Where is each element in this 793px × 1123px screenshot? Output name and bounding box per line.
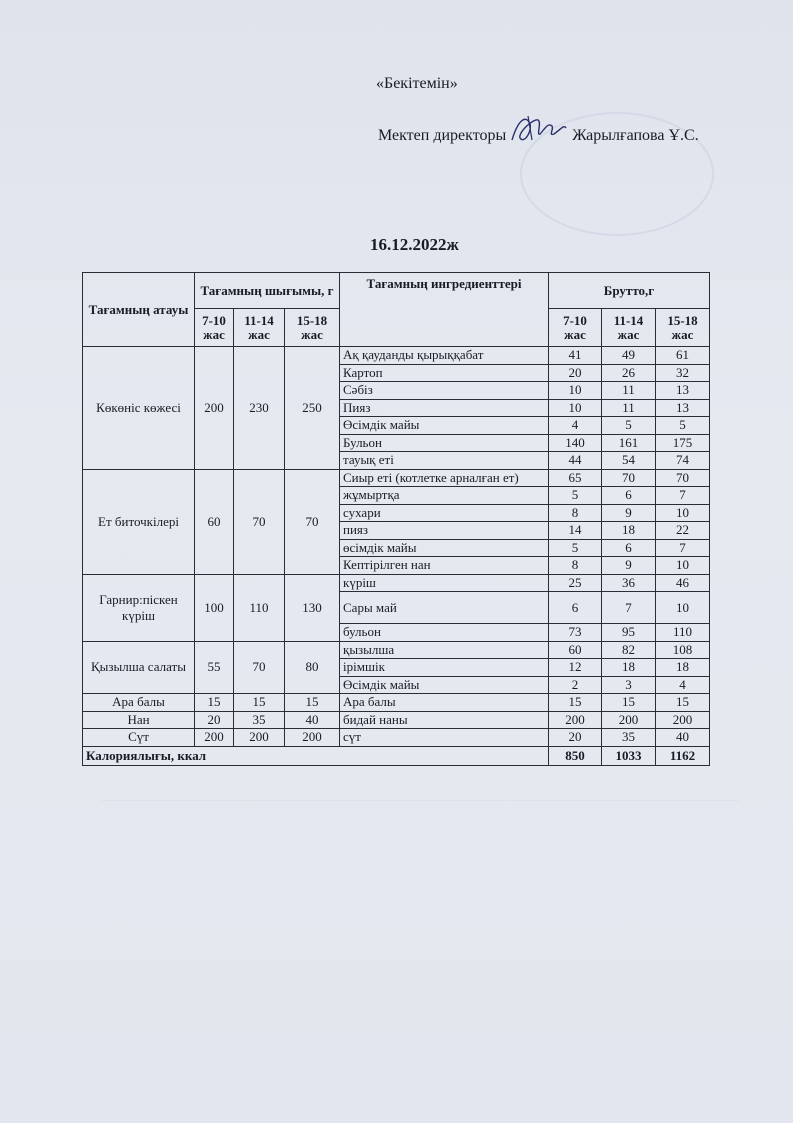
ingredient-gross: 110 [656,624,710,642]
col-yield-header: Тағамның шығымы, г [195,273,340,309]
ingredient-gross: 9 [602,557,656,575]
ingredient-gross: 20 [549,364,602,382]
ingredient-gross: 18 [656,659,710,677]
ingredient-gross: 65 [549,469,602,487]
ingredient-name: Сәбіз [340,382,549,400]
ingredient-gross: 22 [656,522,710,540]
table-row [83,641,710,659]
dish-yield: 100 [195,574,234,641]
ingredient-gross: 9 [602,504,656,522]
yield-age-header: 7-10 жас [195,309,234,347]
dish-yield: 15 [234,694,285,712]
ingredient-gross: 54 [602,452,656,470]
dish-name: Ет биточкілері [83,469,195,574]
bleed-through-shadow [100,800,740,1091]
ingredient-gross: 49 [602,347,656,365]
director-line [378,116,699,156]
ingredient-name: пияз [340,522,549,540]
ingredient-name: бидай наны [340,711,549,729]
ingredient-gross: 41 [549,347,602,365]
table-row [83,347,710,365]
dish-yield: 70 [234,469,285,574]
ingredient-gross: 10 [656,557,710,575]
dish-yield: 200 [195,729,234,747]
director-label: Мектеп директоры [378,127,507,144]
ingredient-gross: 8 [549,504,602,522]
ingredient-gross: 5 [656,417,710,435]
table-row [83,711,710,729]
table-row [83,574,710,592]
ingredient-gross: 7 [656,487,710,505]
ingredient-gross: 13 [656,399,710,417]
total-value: 850 [549,746,602,765]
ingredient-gross: 36 [602,574,656,592]
ingredient-name: Сиыр еті (котлетке арналған ет) [340,469,549,487]
ingredient-gross: 12 [549,659,602,677]
ingredient-name: Картоп [340,364,549,382]
ingredient-gross: 82 [602,641,656,659]
approval-heading: «Бекітемін» [376,75,458,92]
ingredient-name: Өсімдік майы [340,676,549,694]
ingredient-gross: 6 [549,592,602,624]
ingredient-name: сухари [340,504,549,522]
ingredient-gross: 20 [549,729,602,747]
dish-yield: 60 [195,469,234,574]
table-row [83,469,710,487]
ingredient-name: күріш [340,574,549,592]
ingredient-gross: 15 [602,694,656,712]
ingredient-name: Өсімдік майы [340,417,549,435]
ingredient-gross: 7 [656,539,710,557]
ingredient-gross: 5 [549,539,602,557]
ingredient-gross: 10 [656,592,710,624]
ingredient-gross: 13 [656,382,710,400]
dish-yield: 130 [285,574,340,641]
total-row [83,746,710,765]
ingredient-gross: 95 [602,624,656,642]
ingredient-gross: 200 [656,711,710,729]
ingredient-name: жұмыртқа [340,487,549,505]
ingredient-gross: 11 [602,382,656,400]
ingredient-name: ірімшік [340,659,549,677]
menu-table [82,272,710,766]
ingredient-gross: 26 [602,364,656,382]
ingredient-gross: 140 [549,434,602,452]
gross-age-header: 7-10 жас [549,309,602,347]
header-row [83,273,710,309]
ingredient-gross: 35 [602,729,656,747]
dish-yield: 55 [195,641,234,694]
ingredient-gross: 6 [602,487,656,505]
menu-body [83,347,710,747]
ingredient-gross: 61 [656,347,710,365]
ingredient-name: сүт [340,729,549,747]
yield-age-header: 11-14 жас [234,309,285,347]
dish-yield: 20 [195,711,234,729]
ingredient-gross: 46 [656,574,710,592]
table-row [83,729,710,747]
ingredient-gross: 161 [602,434,656,452]
gross-age-header: 11-14 жас [602,309,656,347]
ingredient-gross: 10 [549,382,602,400]
ingredient-gross: 5 [549,487,602,505]
dish-yield: 40 [285,711,340,729]
ingredient-name: Кептірілген нан [340,557,549,575]
dish-name: Қызылша салаты [83,641,195,694]
dish-yield: 110 [234,574,285,641]
gross-age-header: 15-18 жас [656,309,710,347]
col-dish-header: Тағамның атауы [83,273,195,347]
col-gross-header: Брутто,г [549,273,710,309]
ingredient-gross: 200 [602,711,656,729]
ingredient-gross: 25 [549,574,602,592]
ingredient-gross: 200 [549,711,602,729]
ingredient-gross: 40 [656,729,710,747]
total-label: Калориялығы, ккал [83,746,549,765]
ingredient-gross: 18 [602,522,656,540]
ingredient-name: тауық еті [340,452,549,470]
ingredient-gross: 10 [549,399,602,417]
dish-yield: 70 [285,469,340,574]
ingredient-gross: 6 [602,539,656,557]
ingredient-gross: 10 [656,504,710,522]
ingredient-name: Ара балы [340,694,549,712]
ingredient-name: қызылша [340,641,549,659]
ingredient-gross: 14 [549,522,602,540]
dish-yield: 80 [285,641,340,694]
table-row [83,694,710,712]
yield-age-header: 15-18 жас [285,309,340,347]
director-name: Жарылғапова Ұ.С. [572,127,699,144]
dish-name: Нан [83,711,195,729]
ingredient-name: Пияз [340,399,549,417]
ingredient-gross: 4 [656,676,710,694]
ingredient-gross: 5 [602,417,656,435]
ingredient-gross: 73 [549,624,602,642]
dish-yield: 15 [195,694,234,712]
ingredient-gross: 44 [549,452,602,470]
ingredient-name: Бульон [340,434,549,452]
ingredient-gross: 3 [602,676,656,694]
ingredient-gross: 8 [549,557,602,575]
dish-name: Гарнир:піскен күріш [83,574,195,641]
col-ingredients-header: Тағамның ингредиенттері [340,273,549,347]
dish-name: Сүт [83,729,195,747]
dish-yield: 200 [285,729,340,747]
ingredient-gross: 4 [549,417,602,435]
total-value: 1033 [602,746,656,765]
dish-yield: 70 [234,641,285,694]
dish-yield: 200 [195,347,234,470]
dish-yield: 35 [234,711,285,729]
ingredient-gross: 15 [656,694,710,712]
ingredient-gross: 70 [656,469,710,487]
ingredient-gross: 32 [656,364,710,382]
ingredient-gross: 18 [602,659,656,677]
ingredient-gross: 11 [602,399,656,417]
dish-yield: 200 [234,729,285,747]
ingredient-gross: 7 [602,592,656,624]
signature-icon [508,110,570,150]
ingredient-gross: 2 [549,676,602,694]
ingredient-gross: 70 [602,469,656,487]
ingredient-name: өсімдік майы [340,539,549,557]
ingredient-gross: 15 [549,694,602,712]
dish-name: Көкөніс көжесі [83,347,195,470]
ingredient-gross: 74 [656,452,710,470]
total-value: 1162 [656,746,710,765]
dish-yield: 230 [234,347,285,470]
dish-yield: 15 [285,694,340,712]
ingredient-name: Сары май [340,592,549,624]
dish-name: Ара балы [83,694,195,712]
ingredient-gross: 60 [549,641,602,659]
ingredient-name: бульон [340,624,549,642]
dish-yield: 250 [285,347,340,470]
ingredient-gross: 108 [656,641,710,659]
ingredient-gross: 175 [656,434,710,452]
ingredient-name: Ақ қауданды қырыққабат [340,347,549,365]
menu-date: 16.12.2022ж [370,235,459,254]
